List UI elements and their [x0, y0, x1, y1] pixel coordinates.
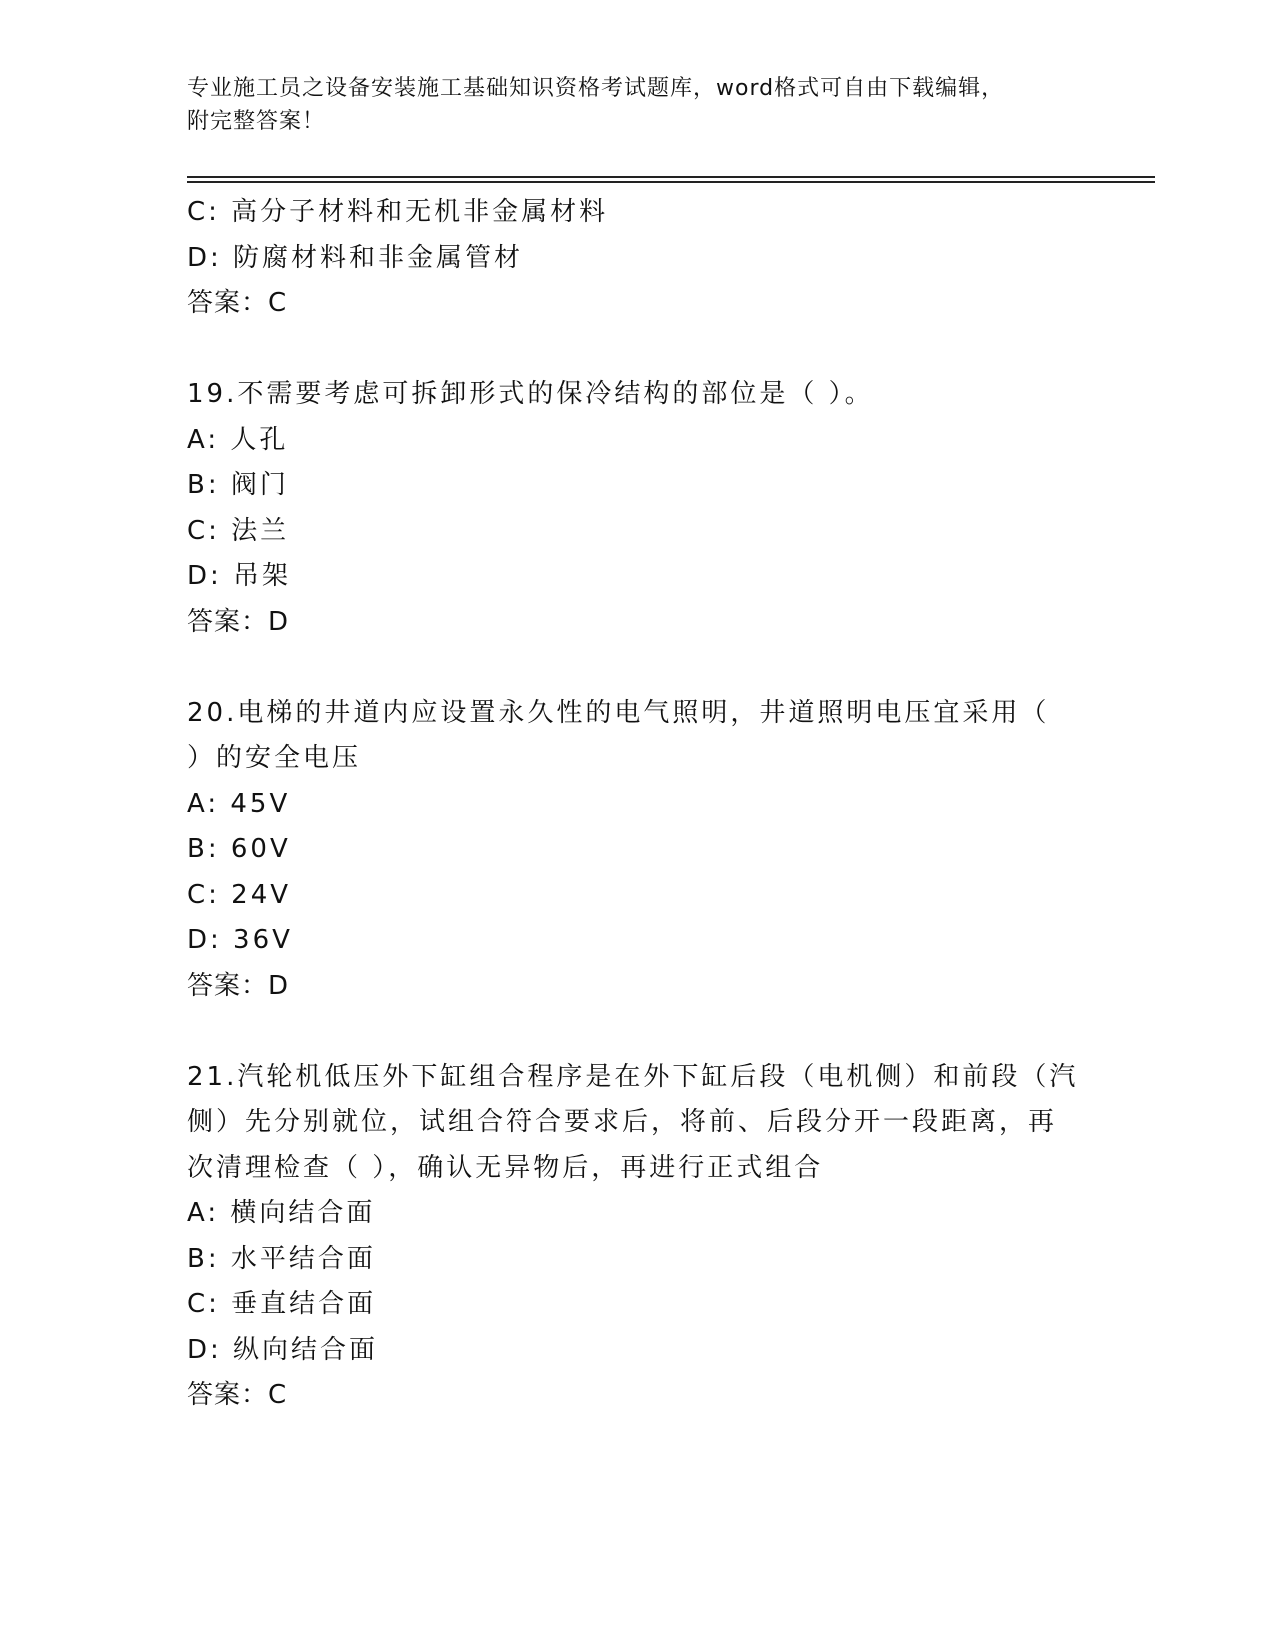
question-stem-line-2: 侧）先分别就位，试组合符合要求后，将前、后段分开一段距离，再	[187, 1107, 1058, 1137]
option-b: B: 60V	[187, 834, 291, 864]
option-d: D: 吊架	[187, 561, 292, 591]
header-divider-bottom	[187, 181, 1155, 183]
question-18-continuation	[187, 190, 1087, 327]
option-d: D: 防腐材料和非金属管材	[187, 242, 524, 273]
spacer	[187, 327, 1087, 373]
question-21	[187, 1055, 1087, 1419]
option-d: D: 纵向结合面	[187, 1334, 379, 1365]
question-19	[187, 372, 1087, 645]
answer-line: 答案：C	[187, 1380, 288, 1410]
option-a: A: 45V	[187, 788, 291, 819]
header-title-line-2: 附完整答案！	[187, 109, 326, 134]
question-20	[187, 691, 1087, 1010]
option-c: C: 高分子材料和无机非金属材料	[187, 197, 609, 227]
answer-line: 答案：C	[187, 288, 288, 318]
question-stem-line-1: 20.电梯的井道内应设置永久性的电气照明，井道照明电压宜采用（	[187, 697, 1050, 728]
option-b: B: 水平结合面	[187, 1243, 376, 1274]
answer-line: 答案：D	[187, 970, 290, 1001]
question-stem-line-2: ）的安全电压	[187, 743, 362, 773]
option-c: C: 垂直结合面	[187, 1289, 377, 1319]
option-b: B: 阀门	[187, 470, 289, 500]
option-c: C: 法兰	[187, 515, 290, 546]
option-a: A: 人孔	[187, 424, 289, 455]
document-header	[187, 72, 1087, 138]
spacer	[187, 1009, 1087, 1055]
question-stem: 19.不需要考虑可拆卸形式的保冷结构的部位是（ ）。	[187, 379, 874, 409]
option-d: D: 36V	[187, 925, 293, 955]
option-a: A: 横向结合面	[187, 1198, 376, 1228]
question-stem-line-3: 次清理检查（ ），确认无异物后，再进行正式组合	[187, 1152, 824, 1183]
header-divider-top	[187, 176, 1155, 178]
spacer	[187, 645, 1087, 691]
question-list	[187, 190, 1087, 1419]
header-title-line-1: 专业施工员之设备安装施工基础知识资格考试题库，word格式可自由下载编辑，	[187, 76, 1005, 101]
answer-line: 答案：D	[187, 606, 290, 637]
question-stem-line-1: 21.汽轮机低压外下缸组合程序是在外下缸后段（电机侧）和前段（汽	[187, 1061, 1079, 1092]
option-c: C: 24V	[187, 879, 292, 910]
